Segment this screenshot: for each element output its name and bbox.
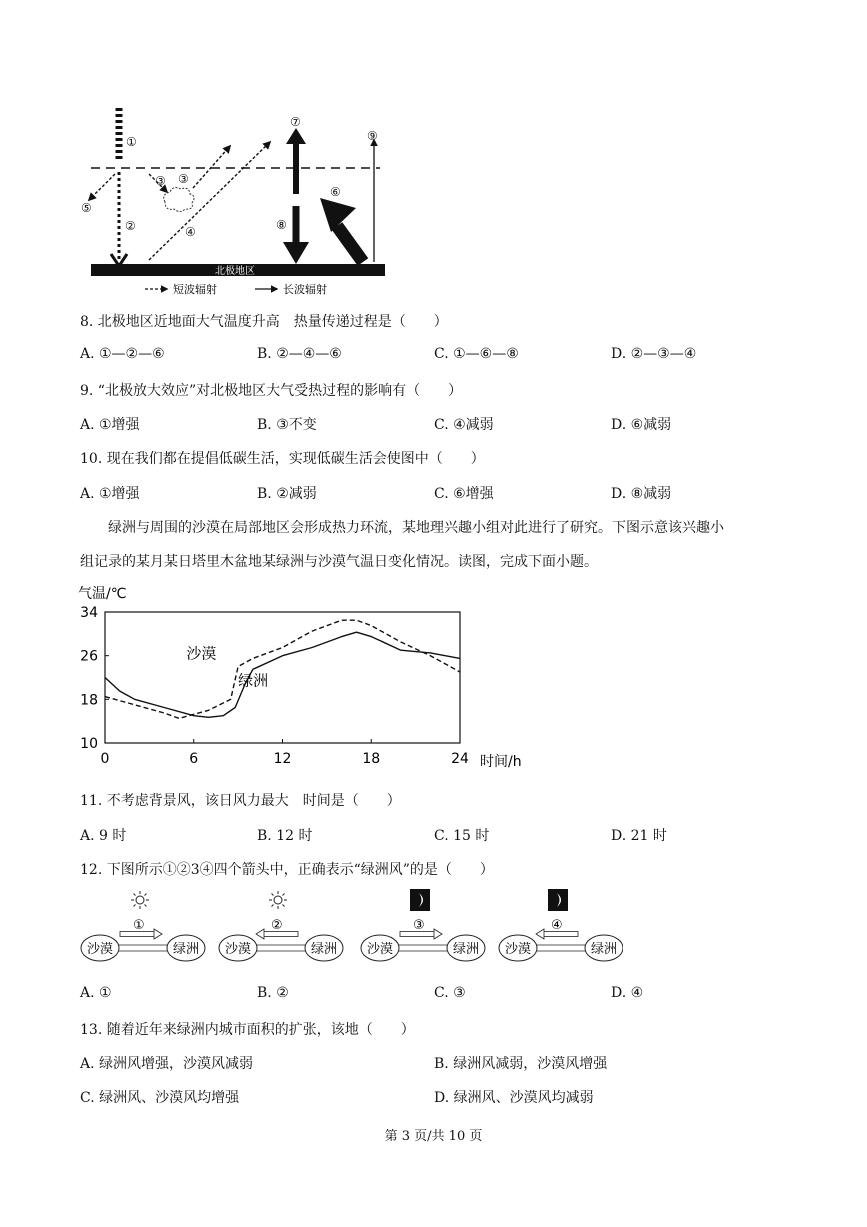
question-13-stem: 13. 随着近年来绿洲内城市面积的扩张，该地（ ） (80, 1022, 415, 1038)
marker-1: ① (126, 135, 137, 149)
radiation-3b-arrow (193, 146, 230, 188)
wind-panel-4 (499, 889, 623, 961)
question-10-stem: 10. 现在我们都在提倡低碳生活，实现低碳生活会使图中（ ） (80, 451, 485, 467)
ground-label: 北极地区 (215, 266, 255, 277)
cloud-icon (164, 188, 194, 212)
question-12-stem: 12. 下图所示①②3④四个箭头中，正确表示“绿洲风”的是（ ） (80, 862, 494, 878)
q9-option-d[interactable]: D. ⑥减弱 (611, 417, 672, 433)
q11-option-c[interactable]: C. 15 时 (434, 828, 490, 844)
q9-option-b[interactable]: B. ③不变 (257, 417, 317, 433)
legend-long: 长波辐射 (283, 283, 327, 296)
panel-2-left: 沙漠 (224, 942, 252, 957)
series-label-1: 沙漠 (186, 644, 217, 663)
marker-3a: ③ (155, 174, 166, 188)
panel-3-marker: ③ (413, 918, 425, 933)
q11-option-b[interactable]: B. 12 时 (257, 828, 313, 844)
panel-3-left: 沙漠 (366, 942, 394, 957)
radiation-6-arrow (337, 226, 363, 262)
radiation-diagram (75, 102, 395, 300)
q8-option-a[interactable]: A. ①—②—⑥ (80, 346, 165, 362)
marker-4: ④ (185, 225, 196, 239)
x-tick-label: 0 (100, 751, 110, 767)
q8-option-d[interactable]: D. ②—③—④ (611, 346, 697, 362)
q13-option-a[interactable]: A. 绿洲风增强，沙漠风减弱 (80, 1056, 254, 1072)
temperature-chart (74, 580, 544, 776)
series-label-2: 绿洲 (238, 671, 269, 690)
question-9-stem: 9. “北极放大效应”对北极地区大气受热过程的影响有（ ） (80, 383, 463, 399)
x-tick-label: 6 (189, 751, 199, 767)
y-tick-label: 10 (80, 736, 98, 752)
passage-line-1: 绿洲与周围的沙漠在局部地区会形成热力环流，某地理兴趣小组对此进行了研究。下图示意该兴趣小 (108, 520, 724, 536)
q13-option-d[interactable]: D. 绿洲风、沙漠风均减弱 (434, 1090, 594, 1106)
q11-option-a[interactable]: A. 9 时 (80, 828, 127, 844)
q12-option-b[interactable]: B. ② (257, 985, 289, 1001)
panel-2-marker: ② (271, 918, 283, 933)
chart-ylabel: 气温/℃ (78, 586, 127, 602)
x-tick-label: 18 (362, 751, 381, 767)
panel-3-right: 绿洲 (452, 942, 480, 957)
q11-option-d[interactable]: D. 21 时 (611, 828, 667, 844)
marker-5: ⑤ (81, 201, 92, 215)
radiation-5-arrow (89, 174, 115, 200)
q10-option-b[interactable]: B. ②减弱 (257, 486, 317, 502)
chart-xlabel: 时间/h (480, 754, 522, 770)
q12-option-a[interactable]: A. ① (80, 985, 112, 1001)
moon-icon (548, 889, 568, 911)
marker-9: ⑨ (367, 129, 378, 143)
plot-frame (105, 612, 460, 743)
q12-option-d[interactable]: D. ④ (611, 985, 644, 1001)
y-tick-label: 18 (80, 692, 98, 709)
marker-8: ⑧ (276, 218, 287, 232)
q10-option-a[interactable]: A. ①增强 (80, 486, 140, 502)
wind-panel-3 (361, 889, 485, 961)
page-footer: 第 3 页/共 10 页 (384, 1129, 483, 1144)
x-tick-label: 24 (451, 751, 469, 767)
passage-line-2: 组记录的某月某日塔里木盆地某绿洲与沙漠气温日变化情况。读图，完成下面小题。 (80, 554, 598, 570)
q13-option-b[interactable]: B. 绿洲风减弱，沙漠风增强 (434, 1056, 608, 1072)
sun-icon (269, 891, 287, 909)
panel-4-right: 绿洲 (590, 942, 618, 957)
marker-6: ⑥ (330, 185, 341, 199)
wind-panel-1 (81, 891, 205, 961)
q12-option-c[interactable]: C. ③ (434, 985, 466, 1001)
q8-option-b[interactable]: B. ②—④—⑥ (257, 346, 342, 362)
legend-short: 短波辐射 (173, 283, 217, 296)
q10-option-d[interactable]: D. ⑧减弱 (611, 486, 672, 502)
question-11-stem: 11. 不考虑背景风，该日风力最大 时间是（ ） (80, 793, 401, 809)
panel-2-right: 绿洲 (310, 942, 338, 957)
wind-panels (78, 888, 623, 970)
panel-1-right: 绿洲 (172, 942, 200, 957)
marker-3b: ③ (178, 172, 189, 186)
panel-4-left: 沙漠 (504, 942, 532, 957)
series-line-2 (105, 632, 460, 717)
q13-option-c[interactable]: C. 绿洲风、沙漠风均增强 (80, 1090, 240, 1106)
y-tick-label: 34 (80, 605, 98, 621)
wind-panel-2 (219, 891, 343, 961)
y-tick-label: 26 (80, 648, 98, 665)
marker-2: ② (125, 219, 136, 233)
x-tick-label: 12 (273, 751, 292, 767)
sun-icon (131, 891, 149, 909)
series-line-1 (105, 620, 460, 718)
panel-1-marker: ① (133, 918, 145, 933)
moon-icon (410, 889, 430, 911)
question-8-stem: 8. 北极地区近地面大气温度升高 热量传递过程是（ ） (80, 314, 448, 330)
panel-1-left: 沙漠 (86, 942, 114, 957)
q9-option-c[interactable]: C. ④减弱 (434, 417, 494, 433)
q9-option-a[interactable]: A. ①增强 (80, 417, 140, 433)
marker-7: ⑦ (290, 115, 301, 129)
q10-option-c[interactable]: C. ⑥增强 (434, 486, 494, 502)
q8-option-c[interactable]: C. ①—⑥—⑧ (434, 346, 519, 362)
panel-4-marker: ④ (551, 918, 563, 933)
